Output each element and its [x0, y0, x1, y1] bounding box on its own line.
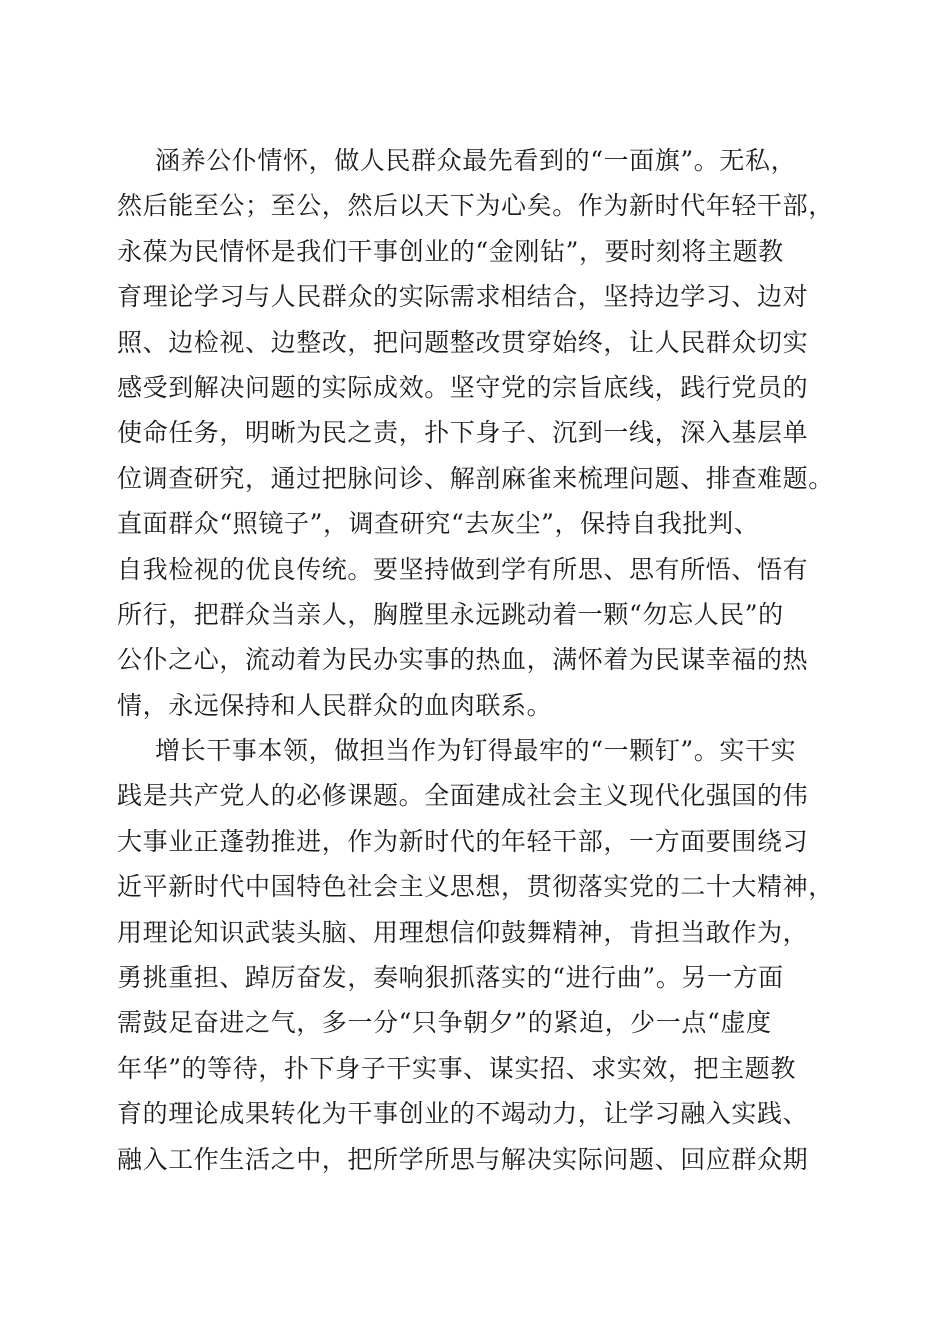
paragraph-line: 践是共产党人的必修课题。全面建成社会主义现代化强国的伟 [117, 781, 809, 811]
paragraph-line: 育的理论成果转化为干事创业的不竭动力，让学习融入实践、 [117, 1099, 809, 1129]
paragraph-line: 增长干事本领，做担当作为钉得最牢的“一颗钉”。实干实 [155, 736, 797, 766]
paragraph-line: 融入工作生活之中，把所学所思与解决实际问题、回应群众期 [117, 1144, 809, 1174]
paragraph-line: 需鼓足奋进之气，多一分“只争朝夕”的紧迫，少一点“虚度 [117, 1008, 772, 1038]
paragraph-line: 然后能至公；至公，然后以天下为心矣。作为新时代年轻干部， [117, 191, 834, 221]
paragraph-line: 近平新时代中国特色社会主义思想，贯彻落实党的二十大精神， [117, 872, 834, 902]
paragraph-line: 涵养公仆情怀，做人民群众最先看到的“一面旗”。无私， [155, 146, 797, 175]
paragraph-line: 直面群众“照镜子”，调查研究“去灰尘”，保持自我批判、 [117, 509, 760, 539]
paragraph-line: 自我检视的优良传统。要坚持做到学有所思、思有所悟、悟有 [117, 554, 809, 584]
document-body [117, 138, 837, 1182]
paragraph-line: 情，永远保持和人民群众的血肉联系。 [117, 690, 553, 720]
paragraph-line: 永葆为民情怀是我们干事创业的“金刚钻”，要时刻将主题教 [117, 236, 784, 266]
paragraph-line: 年华”的等待，扑下身子干实事、谋实招、求实效，把主题教 [117, 1053, 796, 1083]
paragraph-line: 育理论学习与人民群众的实际需求相结合，坚持边学习、边对 [117, 282, 809, 312]
paragraph-line: 所行，把群众当亲人，胸膛里永远跳动着一颗“勿忘人民”的 [117, 599, 784, 629]
paragraph-line: 勇挑重担、踔厉奋发，奏响狠抓落实的“进行曲”。另一方面 [117, 963, 784, 993]
paragraph-line: 位调查研究，通过把脉问诊、解剖麻雀来梳理问题、排查难题。 [117, 463, 834, 493]
paragraph-line: 公仆之心，流动着为民办实事的热血，满怀着为民谋幸福的热 [117, 645, 809, 675]
paragraph-2 [117, 728, 837, 1182]
paragraph-1 [117, 138, 837, 728]
paragraph-line: 照、边检视、边整改，把问题整改贯穿始终，让人民群众切实 [117, 327, 809, 357]
paragraph-line: 用理论知识武装头脑、用理想信仰鼓舞精神，肯担当敢作为， [117, 917, 809, 947]
paragraph-line: 大事业正蓬勃推进，作为新时代的年轻干部，一方面要围绕习 [117, 826, 809, 856]
paragraph-line: 感受到解决问题的实际成效。坚守党的宗旨底线，践行党员的 [117, 372, 809, 402]
paragraph-line: 使命任务，明晰为民之责，扑下身子、沉到一线，深入基层单 [117, 418, 809, 448]
